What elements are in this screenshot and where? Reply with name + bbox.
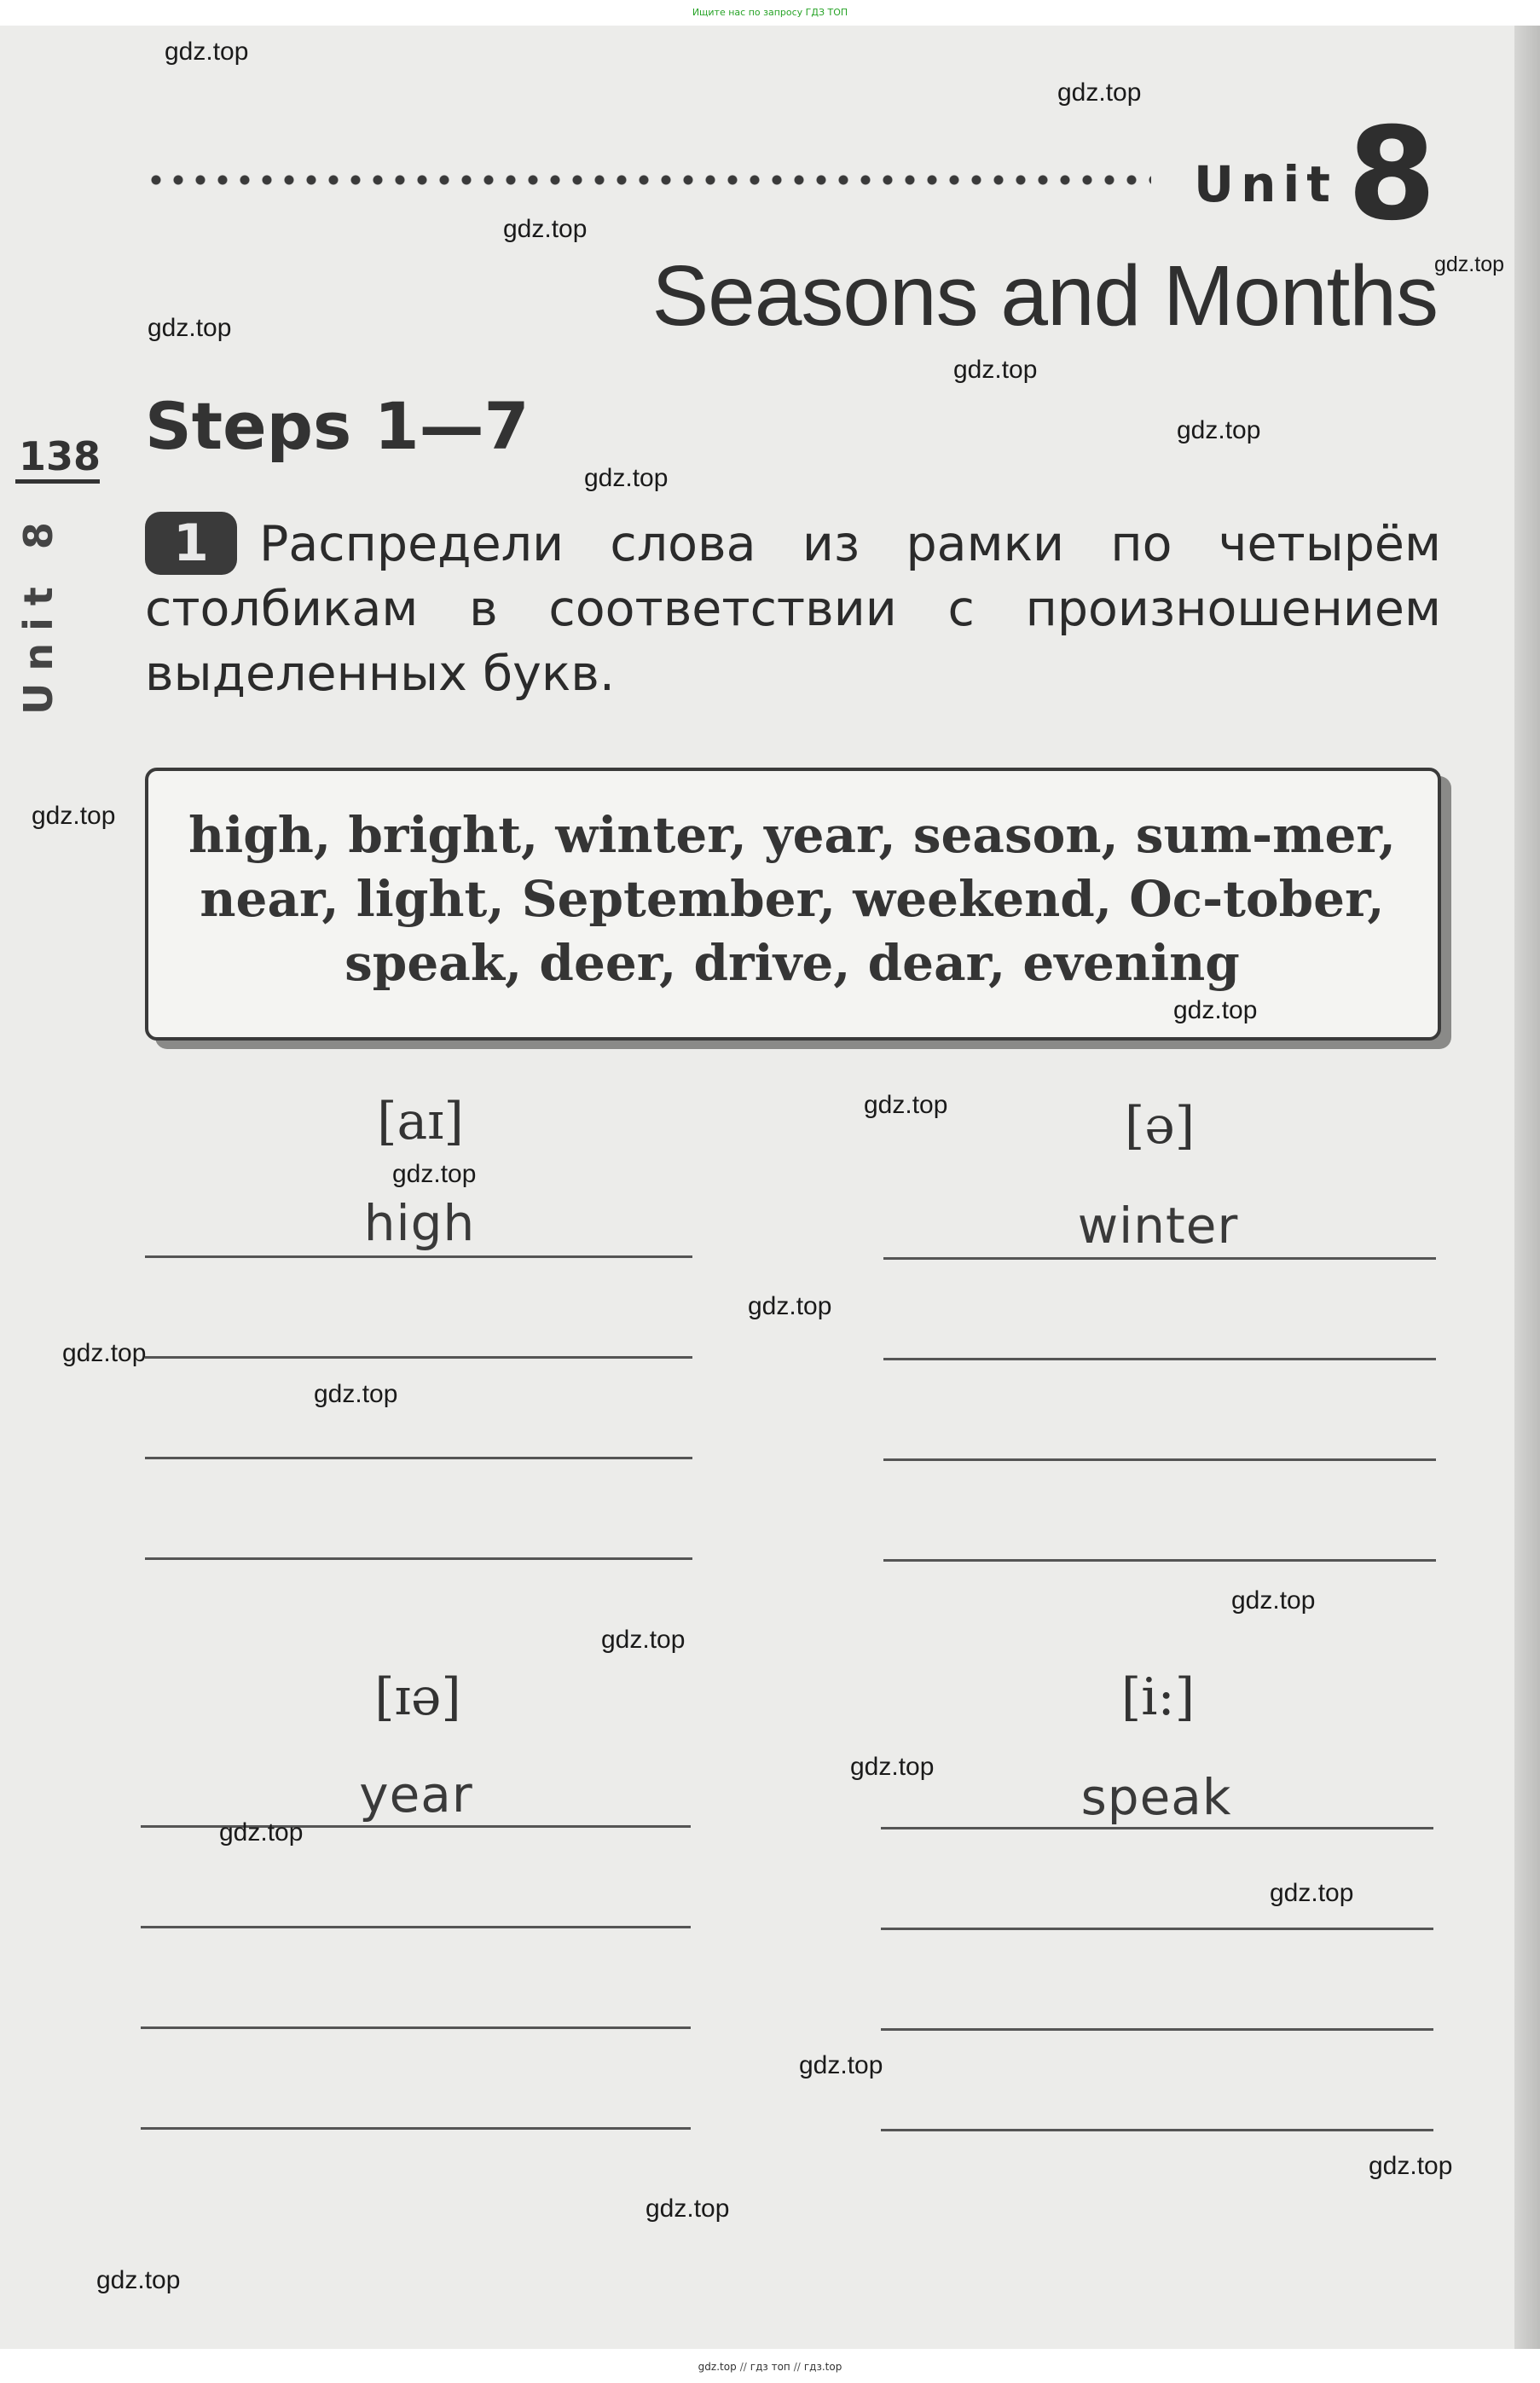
answer-line[interactable]	[883, 1559, 1436, 1562]
bottom-banner: gdz.top // гдз топ // гдз.top	[698, 2361, 842, 2373]
watermark: gdz.top	[96, 2266, 181, 2294]
page-number: 138	[15, 433, 100, 484]
steps-heading: Steps 1—7	[145, 388, 530, 464]
watermark: gdz.top	[748, 1292, 832, 1320]
watermark: gdz.top	[392, 1160, 477, 1188]
side-unit-label: Unit 8	[15, 510, 61, 715]
watermark: gdz.top	[799, 2051, 883, 2079]
watermark: gdz.top	[1270, 1879, 1354, 1907]
watermark: gdz.top	[1057, 78, 1142, 107]
workbook-page	[0, 26, 1525, 2349]
watermark: gdz.top	[646, 2195, 730, 2223]
dotted-rule	[145, 175, 1151, 185]
watermark: gdz.top	[32, 802, 116, 830]
watermark: gdz.top	[584, 464, 669, 492]
answer-line[interactable]	[145, 1255, 692, 1258]
unit-title: Seasons and Months	[651, 248, 1438, 344]
answer-line[interactable]	[145, 1457, 692, 1459]
watermark: gdz.top	[1177, 416, 1261, 444]
unit-number: 8	[1347, 101, 1437, 249]
answer-line[interactable]	[883, 1257, 1436, 1260]
task-number-badge: 1	[145, 512, 237, 575]
watermark: gdz.top	[165, 38, 249, 66]
watermark: gdz.top	[219, 1818, 304, 1847]
bottom-banner-item[interactable]: gdz.top	[698, 2361, 737, 2373]
answer-long-i: speak	[1080, 1768, 1232, 1826]
watermark: gdz.top	[1369, 2152, 1453, 2180]
answer-line[interactable]	[881, 1928, 1433, 1930]
answer-schwa: winter	[1077, 1197, 1239, 1255]
task-text: Распредели слова из рамки по четырём столбикам в соответствии с произношением выделенных букв.	[145, 516, 1441, 702]
word-list: high, bright, winter, year, season, sum-mer, near, light, September, weekend, Oc-tober, speak, deer, drive, dear, evening	[188, 806, 1396, 992]
unit-word: Unit	[1194, 155, 1337, 213]
watermark: gdz.top	[62, 1339, 147, 1367]
watermark: gdz.top	[850, 1753, 935, 1781]
answer-line[interactable]	[141, 2026, 691, 2029]
watermark: gdz.top	[953, 356, 1038, 384]
bottom-banner-item[interactable]: гдз топ	[750, 2361, 790, 2373]
answer-line[interactable]	[141, 2127, 691, 2130]
watermark: gdz.top	[864, 1091, 948, 1119]
answer-line[interactable]	[881, 2028, 1433, 2031]
unit-header	[145, 101, 1441, 249]
watermark: gdz.top	[1173, 996, 1258, 1024]
watermark: gdz.top	[503, 215, 588, 243]
answer-line[interactable]	[141, 1926, 691, 1928]
column-header-ai: [aɪ]	[377, 1092, 464, 1151]
task-instruction	[145, 512, 1441, 706]
watermark: gdz.top	[1434, 252, 1505, 276]
side-margin	[15, 433, 118, 715]
answer-line[interactable]	[881, 1827, 1433, 1829]
column-header-schwa: [ə]	[1124, 1096, 1196, 1156]
answer-line[interactable]	[883, 1458, 1436, 1461]
watermark: gdz.top	[148, 314, 232, 342]
watermark: gdz.top	[314, 1380, 398, 1408]
column-header-long-i: [i:]	[1120, 1667, 1196, 1727]
top-banner: Ищите нас по запросу ГДЗ ТОП	[692, 7, 848, 18]
watermark: gdz.top	[601, 1626, 686, 1654]
answer-line[interactable]	[145, 1356, 692, 1359]
answer-line[interactable]	[145, 1557, 692, 1560]
answer-line[interactable]	[881, 2129, 1433, 2131]
answer-line[interactable]	[883, 1358, 1436, 1360]
watermark: gdz.top	[1231, 1586, 1316, 1615]
answer-ai: high	[363, 1194, 476, 1252]
answer-ie: year	[359, 1766, 473, 1823]
page-edge	[1514, 26, 1540, 2349]
column-header-ie: [ɪə]	[374, 1667, 461, 1727]
bottom-banner-item[interactable]: гдз.top	[803, 2361, 842, 2373]
